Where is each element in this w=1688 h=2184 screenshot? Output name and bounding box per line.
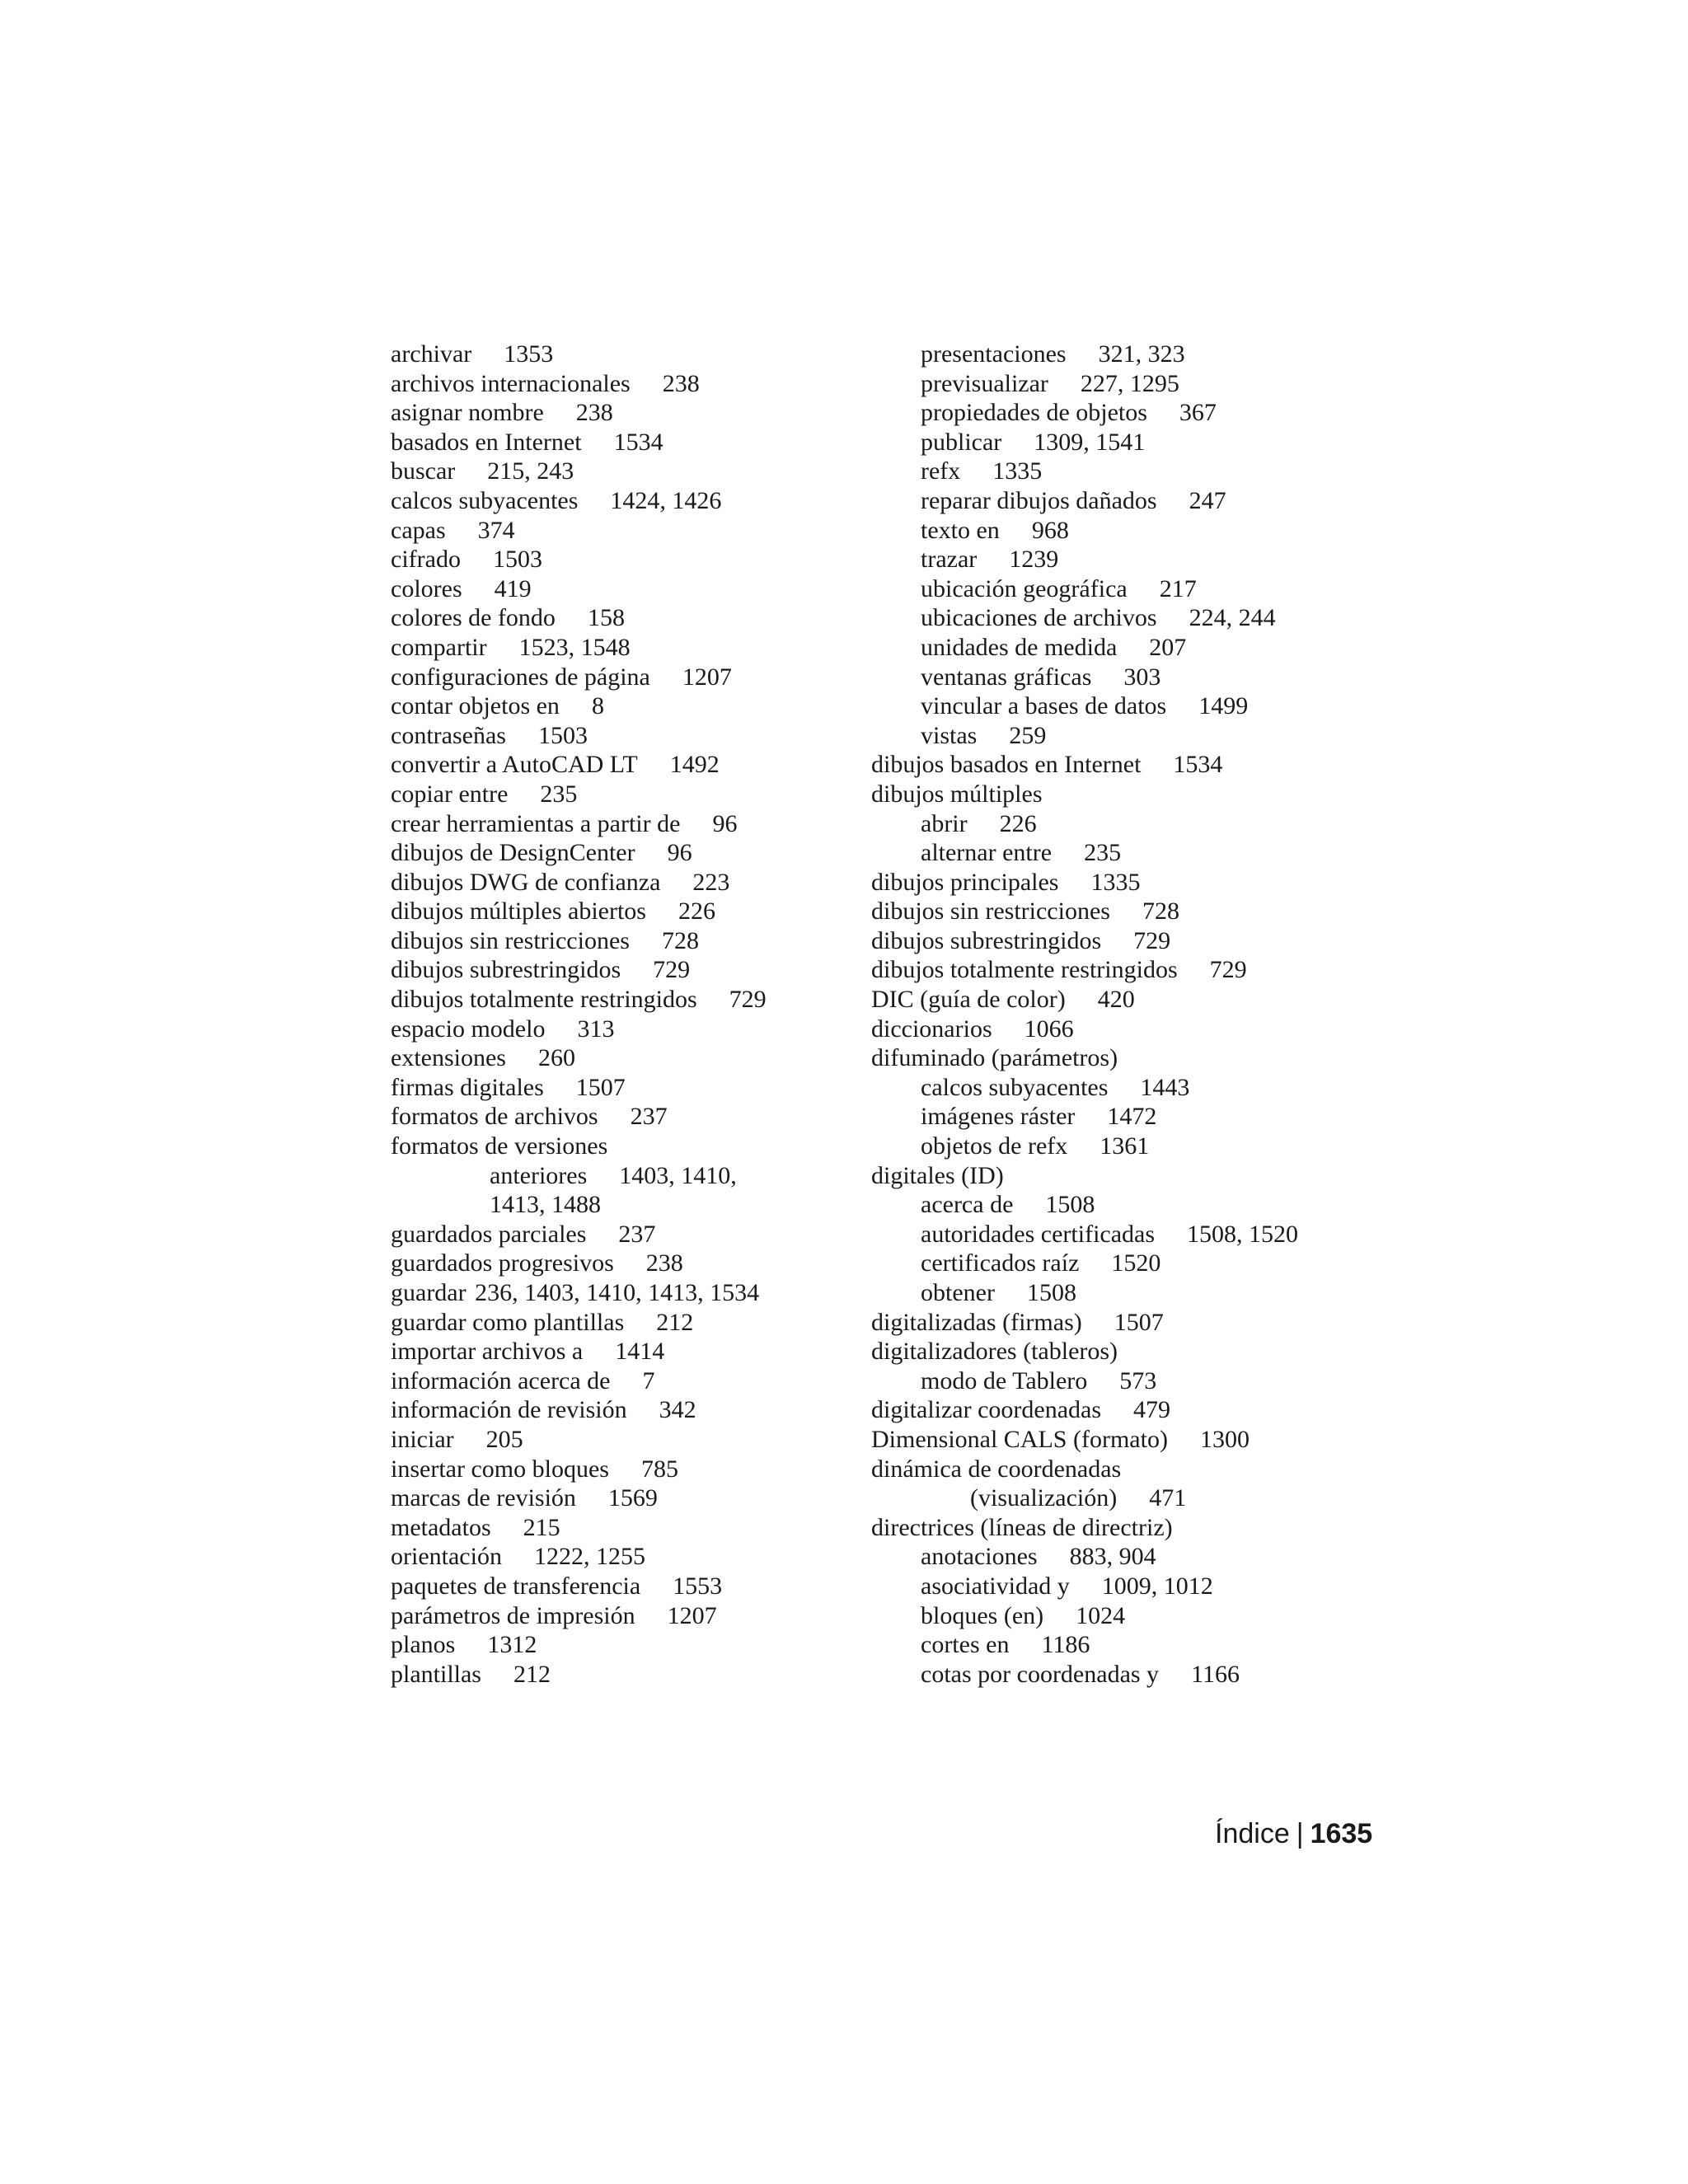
index-term: unidades de medida bbox=[921, 633, 1118, 661]
index-page-refs: 235 bbox=[540, 780, 578, 808]
index-entry bbox=[391, 750, 852, 780]
index-page-refs: 223 bbox=[692, 868, 730, 896]
index-entry bbox=[391, 1073, 852, 1103]
index-page-refs: 1499 bbox=[1198, 692, 1249, 720]
index-term: reparar dibujos dañados bbox=[921, 486, 1157, 514]
index-entry bbox=[391, 780, 852, 809]
index-entry bbox=[871, 1073, 1382, 1103]
index-entry bbox=[391, 1572, 852, 1601]
index-entry bbox=[391, 1601, 852, 1631]
index-page-refs: 1503 bbox=[537, 721, 588, 749]
index-page-refs: 968 bbox=[1031, 516, 1069, 544]
index-entry bbox=[391, 1102, 852, 1132]
index-term: plantillas bbox=[391, 1660, 481, 1688]
index-page-refs: 236, 1403, 1410, 1413, 1534 bbox=[475, 1279, 760, 1306]
index-entry bbox=[391, 1337, 852, 1366]
index-term: previsualizar bbox=[921, 369, 1048, 397]
index-term: certificados raíz bbox=[921, 1249, 1080, 1277]
index-page-refs: 237 bbox=[618, 1220, 656, 1248]
index-entry bbox=[391, 340, 852, 369]
index-column-right bbox=[871, 340, 1382, 1689]
index-page-refs: 1300 bbox=[1199, 1425, 1250, 1453]
index-entry bbox=[391, 1542, 852, 1572]
index-entry bbox=[871, 1425, 1382, 1455]
index-entry bbox=[391, 691, 852, 721]
index-page-refs: 1507 bbox=[575, 1073, 626, 1101]
footer-section-label: Índice bbox=[1215, 1818, 1290, 1849]
index-entry bbox=[391, 1015, 852, 1044]
index-page-refs: 321, 323 bbox=[1098, 340, 1185, 368]
index-entry bbox=[391, 955, 852, 985]
index-term: planos bbox=[391, 1631, 456, 1659]
index-term: dibujos totalmente restringidos bbox=[871, 956, 1178, 984]
index-term: firmas digitales bbox=[391, 1073, 544, 1101]
index-page-refs: 1520 bbox=[1111, 1249, 1161, 1277]
index-term: dibujos múltiples bbox=[871, 780, 1043, 808]
index-term: refx bbox=[921, 457, 961, 485]
index-term: Dimensional CALS (formato) bbox=[871, 1425, 1168, 1453]
index-entry bbox=[391, 1132, 852, 1161]
index-term: texto en bbox=[921, 516, 1000, 544]
index-term: alternar entre bbox=[921, 839, 1053, 867]
index-term: cifrado bbox=[391, 546, 461, 574]
index-entry bbox=[871, 457, 1382, 486]
index-page-refs: 215 bbox=[523, 1513, 560, 1541]
index-term: presentaciones bbox=[921, 340, 1067, 368]
index-term: acerca de bbox=[921, 1191, 1014, 1219]
index-page-refs: 226 bbox=[999, 809, 1037, 837]
index-term: digitalizadores (tableros) bbox=[871, 1338, 1118, 1366]
index-entry bbox=[391, 721, 852, 751]
index-term: copiar entre bbox=[391, 780, 509, 808]
index-term: vistas bbox=[921, 721, 978, 749]
index-term: buscar bbox=[391, 457, 456, 485]
index-entry bbox=[391, 1425, 852, 1455]
index-page-refs: 1166 bbox=[1191, 1660, 1240, 1688]
index-page-refs: 247 bbox=[1189, 486, 1226, 514]
index-page-refs: 728 bbox=[1142, 898, 1179, 926]
index-entry bbox=[391, 428, 852, 457]
index-page-refs: 1508 bbox=[1045, 1191, 1095, 1219]
index-term: guardar bbox=[391, 1279, 467, 1306]
index-term: anotaciones bbox=[921, 1543, 1038, 1571]
index-page-refs: 224, 244 bbox=[1189, 604, 1276, 632]
index-entry bbox=[391, 603, 852, 633]
index-page-refs: 1009, 1012 bbox=[1101, 1572, 1213, 1600]
index-term: formatos de archivos bbox=[391, 1103, 598, 1131]
index-page-refs: 1492 bbox=[669, 751, 720, 779]
index-entry bbox=[391, 1455, 852, 1484]
index-term: objetos de refx bbox=[921, 1132, 1068, 1160]
index-page-refs: 207 bbox=[1149, 633, 1187, 661]
index-entry bbox=[871, 1190, 1382, 1220]
index-page-refs: 1207 bbox=[667, 1601, 717, 1629]
index-entry bbox=[871, 1337, 1382, 1366]
index-page-refs: 729 bbox=[729, 986, 767, 1014]
index-term: imágenes ráster bbox=[921, 1103, 1076, 1131]
index-page-refs: 729 bbox=[1209, 956, 1247, 984]
index-term: colores bbox=[391, 574, 462, 602]
index-term: modo de Tablero bbox=[921, 1366, 1088, 1394]
index-term: obtener bbox=[921, 1279, 995, 1306]
index-entry bbox=[391, 457, 852, 486]
index-entry bbox=[391, 1513, 852, 1543]
index-entry bbox=[871, 398, 1382, 428]
index-entry bbox=[391, 897, 852, 926]
index-page-refs: 1403, 1410, bbox=[619, 1161, 737, 1189]
index-entry bbox=[871, 809, 1382, 839]
index-term: compartir bbox=[391, 633, 487, 661]
index-page-refs: 420 bbox=[1097, 986, 1135, 1014]
index-entry bbox=[871, 369, 1382, 399]
index-entry bbox=[871, 1043, 1382, 1073]
index-entry bbox=[391, 545, 852, 574]
index-page-refs: 785 bbox=[640, 1455, 678, 1483]
index-term: vincular a bases de datos bbox=[921, 692, 1167, 720]
index-page-refs: 1361 bbox=[1100, 1132, 1150, 1160]
index-term: dibujos sin restricciones bbox=[391, 926, 630, 954]
index-page-refs: 235 bbox=[1084, 839, 1122, 867]
index-term: dibujos subrestringidos bbox=[391, 956, 621, 984]
index-term: formatos de versiones bbox=[391, 1132, 608, 1160]
index-entry bbox=[391, 398, 852, 428]
index-term: directrices (líneas de directriz) bbox=[871, 1513, 1173, 1541]
index-term: guardados progresivos bbox=[391, 1249, 614, 1277]
index-page-refs: 212 bbox=[513, 1660, 551, 1688]
index-term: dibujos sin restricciones bbox=[871, 898, 1110, 926]
index-page-refs: 1312 bbox=[487, 1631, 537, 1659]
index-term: cortes en bbox=[921, 1631, 1010, 1659]
index-entry bbox=[391, 369, 852, 399]
index-page-refs: 1239 bbox=[1009, 546, 1059, 574]
index-entry bbox=[871, 1455, 1382, 1484]
index-entry bbox=[391, 868, 852, 898]
index-page-refs: 238 bbox=[662, 369, 700, 397]
index-entry bbox=[391, 663, 852, 692]
index-term: espacio modelo bbox=[391, 1015, 546, 1043]
index-entry bbox=[391, 809, 852, 839]
index-page-refs: 367 bbox=[1179, 399, 1217, 427]
index-entry bbox=[871, 1483, 1382, 1513]
index-entry bbox=[871, 663, 1382, 692]
index-entry bbox=[871, 750, 1382, 780]
index-page-refs: 419 bbox=[494, 574, 532, 602]
index-entry bbox=[871, 603, 1382, 633]
index-entry bbox=[871, 486, 1382, 516]
index-entry bbox=[871, 1601, 1382, 1631]
index-entry bbox=[871, 691, 1382, 721]
index-entry bbox=[871, 897, 1382, 926]
index-page-refs: 1309, 1541 bbox=[1034, 428, 1146, 456]
index-entry bbox=[871, 1630, 1382, 1660]
index-entry bbox=[871, 1660, 1382, 1690]
index-page-refs: 96 bbox=[667, 839, 692, 867]
page-footer bbox=[1215, 1818, 1372, 1850]
index-page-refs: 7 bbox=[642, 1366, 655, 1394]
index-term: archivos internacionales bbox=[391, 369, 631, 397]
index-page-refs: 215, 243 bbox=[487, 457, 574, 485]
index-page-refs: 8 bbox=[591, 692, 604, 720]
index-term: 1413, 1488 bbox=[490, 1191, 601, 1219]
index-entry bbox=[871, 574, 1382, 604]
index-term: orientación bbox=[391, 1543, 502, 1571]
index-page-refs: 1066 bbox=[1024, 1015, 1074, 1043]
index-term: (visualización) bbox=[970, 1484, 1118, 1512]
index-entry bbox=[871, 721, 1382, 751]
index-page-refs: 313 bbox=[577, 1015, 615, 1043]
index-page-refs: 1353 bbox=[504, 340, 554, 368]
index-entry bbox=[871, 1395, 1382, 1425]
index-term: dibujos múltiples abiertos bbox=[391, 898, 646, 926]
index-page-refs: 1553 bbox=[673, 1572, 723, 1600]
index-term: ventanas gráficas bbox=[921, 663, 1092, 691]
index-page-refs: 259 bbox=[1009, 721, 1047, 749]
index-term: marcas de revisión bbox=[391, 1484, 576, 1512]
index-term: dibujos de DesignCenter bbox=[391, 839, 635, 867]
index-term: capas bbox=[391, 516, 446, 544]
index-entry bbox=[391, 926, 852, 956]
index-term: asociatividad y bbox=[921, 1572, 1070, 1600]
index-page-refs: 1424, 1426 bbox=[610, 486, 722, 514]
index-term: guardar como plantillas bbox=[391, 1308, 625, 1336]
index-page-refs: 342 bbox=[659, 1396, 696, 1424]
index-page-refs: 1503 bbox=[492, 546, 542, 574]
index-page-refs: 205 bbox=[485, 1425, 523, 1453]
index-term: publicar bbox=[921, 428, 1002, 456]
index-entry bbox=[871, 838, 1382, 868]
index-term: extensiones bbox=[391, 1044, 506, 1072]
index-term: diccionarios bbox=[871, 1015, 992, 1043]
index-entry bbox=[391, 1278, 852, 1308]
index-term: configuraciones de página bbox=[391, 663, 650, 691]
index-term: cotas por coordenadas y bbox=[921, 1660, 1160, 1688]
index-entry bbox=[871, 1542, 1382, 1572]
index-page-refs: 1508, 1520 bbox=[1187, 1220, 1299, 1248]
index-entry bbox=[871, 428, 1382, 457]
index-page-refs: 1523, 1548 bbox=[518, 633, 631, 661]
index-page-refs: 728 bbox=[661, 926, 699, 954]
index-page-refs: 237 bbox=[630, 1103, 668, 1131]
index-entry bbox=[871, 1308, 1382, 1338]
index-entry bbox=[871, 955, 1382, 985]
index-page-refs: 374 bbox=[477, 516, 515, 544]
index-entry bbox=[391, 1220, 852, 1249]
index-entry bbox=[871, 545, 1382, 574]
index-term: digitalizar coordenadas bbox=[871, 1396, 1102, 1424]
index-page-refs: 1569 bbox=[607, 1484, 658, 1512]
index-page-refs: 217 bbox=[1159, 574, 1197, 602]
index-entry bbox=[391, 985, 852, 1015]
index-term: digitalizadas (firmas) bbox=[871, 1308, 1082, 1336]
index-term: dibujos DWG de confianza bbox=[391, 868, 661, 896]
index-term: convertir a AutoCAD LT bbox=[391, 751, 638, 779]
index-term: paquetes de transferencia bbox=[391, 1572, 641, 1600]
index-page-refs: 479 bbox=[1133, 1396, 1171, 1424]
index-entry bbox=[871, 1132, 1382, 1161]
index-column-left bbox=[391, 340, 852, 1689]
index-term: información acerca de bbox=[391, 1366, 611, 1394]
index-page-refs: 729 bbox=[653, 956, 691, 984]
index-page-refs: 471 bbox=[1149, 1484, 1187, 1512]
index-entry bbox=[871, 1015, 1382, 1044]
index-page-refs: 1443 bbox=[1140, 1073, 1190, 1101]
index-entry bbox=[871, 868, 1382, 898]
index-page-refs: 1335 bbox=[992, 457, 1043, 485]
index-entry bbox=[391, 1395, 852, 1425]
index-term: dibujos basados en Internet bbox=[871, 751, 1142, 779]
index-entry bbox=[871, 633, 1382, 663]
index-term: metadatos bbox=[391, 1513, 491, 1541]
index-term: parámetros de impresión bbox=[391, 1601, 635, 1629]
index-entry bbox=[391, 516, 852, 546]
index-entry bbox=[871, 1572, 1382, 1601]
index-entry bbox=[391, 486, 852, 516]
index-entry bbox=[871, 985, 1382, 1015]
index-entry bbox=[871, 516, 1382, 546]
index-entry bbox=[391, 838, 852, 868]
index-entry bbox=[391, 1043, 852, 1073]
index-term: bloques (en) bbox=[921, 1601, 1044, 1629]
index-page-refs: 212 bbox=[656, 1308, 694, 1336]
index-entry bbox=[391, 1190, 852, 1220]
index-term: colores de fondo bbox=[391, 604, 556, 632]
index-term: crear herramientas a partir de bbox=[391, 809, 681, 837]
index-entry bbox=[871, 780, 1382, 809]
index-page-refs: 729 bbox=[1133, 926, 1171, 954]
index-term: DIC (guía de color) bbox=[871, 986, 1066, 1014]
index-term: dibujos principales bbox=[871, 868, 1059, 896]
index-term: dinámica de coordenadas bbox=[871, 1455, 1122, 1483]
index-entry bbox=[391, 1630, 852, 1660]
index-term: contar objetos en bbox=[391, 692, 560, 720]
index-entry bbox=[391, 1483, 852, 1513]
index-page-refs: 1335 bbox=[1090, 868, 1141, 896]
index-term: asignar nombre bbox=[391, 399, 544, 427]
index-entry bbox=[871, 926, 1382, 956]
index-entry bbox=[871, 1249, 1382, 1278]
index-term: calcos subyacentes bbox=[921, 1073, 1109, 1101]
index-term: importar archivos a bbox=[391, 1338, 584, 1366]
index-page-refs: 226 bbox=[678, 898, 715, 926]
index-entry bbox=[391, 574, 852, 604]
index-page-refs: 573 bbox=[1119, 1366, 1157, 1394]
index-entry bbox=[391, 1249, 852, 1278]
index-term: dibujos subrestringidos bbox=[871, 926, 1102, 954]
index-page-refs: 227, 1295 bbox=[1080, 369, 1179, 397]
footer-separator: | bbox=[1296, 1818, 1304, 1849]
index-term: ubicación geográfica bbox=[921, 574, 1128, 602]
index-page-refs: 1507 bbox=[1114, 1308, 1164, 1336]
index-term: basados en Internet bbox=[391, 428, 582, 456]
index-entry bbox=[871, 1102, 1382, 1132]
index-page-refs: 1414 bbox=[615, 1338, 665, 1366]
index-entry bbox=[391, 1660, 852, 1690]
index-page-refs: 238 bbox=[645, 1249, 683, 1277]
index-term: calcos subyacentes bbox=[391, 486, 579, 514]
index-term: guardados parciales bbox=[391, 1220, 587, 1248]
index-page-refs: 1186 bbox=[1041, 1631, 1090, 1659]
index-entry bbox=[391, 1366, 852, 1396]
index-entry bbox=[871, 1220, 1382, 1249]
index-page-refs: 96 bbox=[712, 809, 738, 837]
index-entry bbox=[871, 340, 1382, 369]
index-term: ubicaciones de archivos bbox=[921, 604, 1157, 632]
index-page-refs: 1024 bbox=[1076, 1601, 1126, 1629]
index-term: contraseñas bbox=[391, 721, 506, 749]
index-term: digitales (ID) bbox=[871, 1161, 1004, 1189]
page-number: 1635 bbox=[1310, 1818, 1373, 1849]
index-page-refs: 1207 bbox=[682, 663, 732, 691]
index-term: anteriores bbox=[490, 1161, 588, 1189]
index-term: trazar bbox=[921, 546, 978, 574]
index-page-refs: 1222, 1255 bbox=[533, 1543, 645, 1571]
index-entry bbox=[871, 1366, 1382, 1396]
index-entry bbox=[391, 633, 852, 663]
index-entry bbox=[391, 1161, 852, 1191]
index-entry bbox=[871, 1513, 1382, 1543]
index-page-refs: 1472 bbox=[1107, 1103, 1157, 1131]
index-entry bbox=[871, 1161, 1382, 1191]
index-page-refs: 1534 bbox=[613, 428, 663, 456]
index-term: dibujos totalmente restringidos bbox=[391, 986, 697, 1014]
index-term: difuminado (parámetros) bbox=[871, 1044, 1118, 1072]
index-page-refs: 883, 904 bbox=[1069, 1543, 1156, 1571]
index-page-refs: 260 bbox=[537, 1044, 575, 1072]
index-page-refs: 238 bbox=[575, 399, 613, 427]
index-page-refs: 1534 bbox=[1173, 751, 1223, 779]
index-entry bbox=[871, 1278, 1382, 1308]
index-page-refs: 1508 bbox=[1026, 1279, 1076, 1306]
index-term: información de revisión bbox=[391, 1396, 627, 1424]
index-term: archivar bbox=[391, 340, 472, 368]
index-term: insertar como bloques bbox=[391, 1455, 609, 1483]
index-term: abrir bbox=[921, 809, 968, 837]
index-term: autoridades certificadas bbox=[921, 1220, 1156, 1248]
index-entry bbox=[391, 1308, 852, 1338]
index-page-refs: 303 bbox=[1123, 663, 1161, 691]
index-page-refs: 158 bbox=[587, 604, 625, 632]
index-term: iniciar bbox=[391, 1425, 454, 1453]
index-term: propiedades de objetos bbox=[921, 399, 1147, 427]
